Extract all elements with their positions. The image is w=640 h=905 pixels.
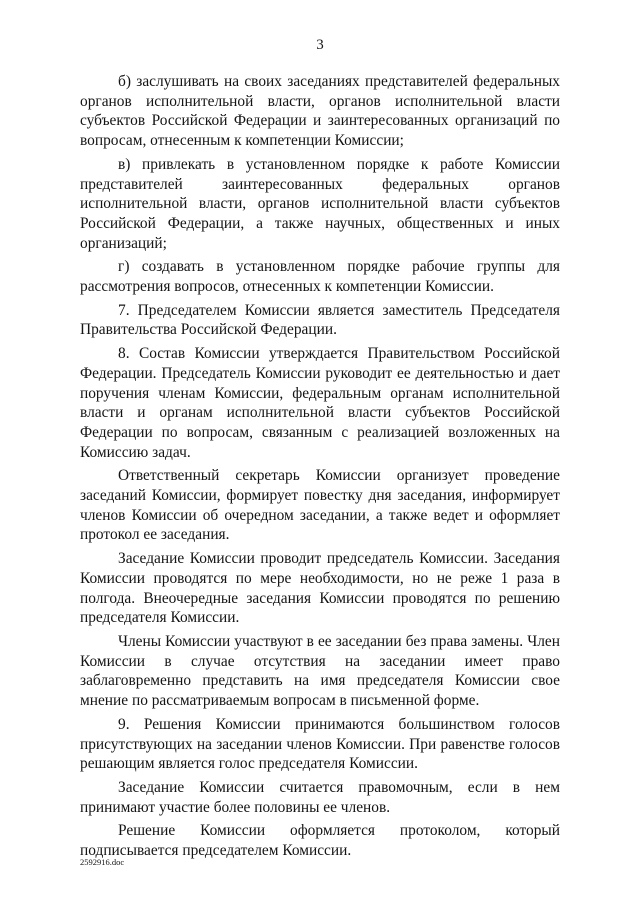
document-body [80,72,560,865]
paragraph-9: 9. Решения Комиссии принимаются большинством голосов присутствующих на заседании членов Комиссии. При равенстве голосов решающим является голос председателя Комиссии. [80,715,560,773]
paragraph-secretary: Ответственный секретарь Комиссии организует проведение заседаний Комиссии, формирует повестку дня заседания, информирует членов Комиссии об очередном заседании, а также ведет и оформляет протокол ее заседания. [80,467,560,544]
paragraph-protocol: Решение Комиссии оформляется протоколом, который подписывается председателем Комиссии. [80,822,560,860]
paragraph-g: г) создавать в установленном порядке рабочие группы для рассмотрения вопросов, отнесенных к компетенции Комиссии. [80,258,560,296]
paragraph-8: 8. Состав Комиссии утверждается Правительством Российской Федерации. Председатель Комиссии руководит ее деятельностью и дает поручения членам Комиссии, федеральным органам исполнительной власти и органам исполнительной власти субъектов Российской Федерации по вопросам, связанным с реализацией возложенных на Комиссию задач. [80,345,560,461]
paragraph-7: 7. Председателем Комиссии является заместитель Председателя Правительства Российской Федерации. [80,301,560,339]
paragraph-quorum: Заседание Комиссии считается правомочным, если в нем принимают участие более половины ее членов. [80,778,560,816]
page-number: 3 [316,37,324,53]
footer-file-code: 2592916.doc [80,857,125,867]
paragraph-meeting-chair: Заседание Комиссии проводит председатель Комиссии. Заседания Комиссии проводятся по мере необходимости, но не реже 1 раза в полгода. Внеочередные заседания Комиссии проводятся по решению председателя Комиссии. [80,550,560,627]
paragraph-b: б) заслушивать на своих заседаниях представителей федеральных органов исполнительной власти, органов исполнительной власти субъектов Российской Федерации и заинтересованных организаций по вопросам, отнесенным к компетенции Комиссии; [80,73,560,150]
paragraph-members: Члены Комиссии участвуют в ее заседании без права замены. Член Комиссии в случае отсутствия на заседании имеет право заблаговременно представить на имя председателя Комиссии свое мнение по рассматриваемым вопросам в письменной форме. [80,632,560,710]
paragraph-v: в) привлекать в установленном порядке к работе Комиссии представителей заинтересованных федеральных органов исполнительной власти, органов исполнительной власти субъектов Российской Федерации, а также научных, общественных и иных организаций; [80,155,560,252]
